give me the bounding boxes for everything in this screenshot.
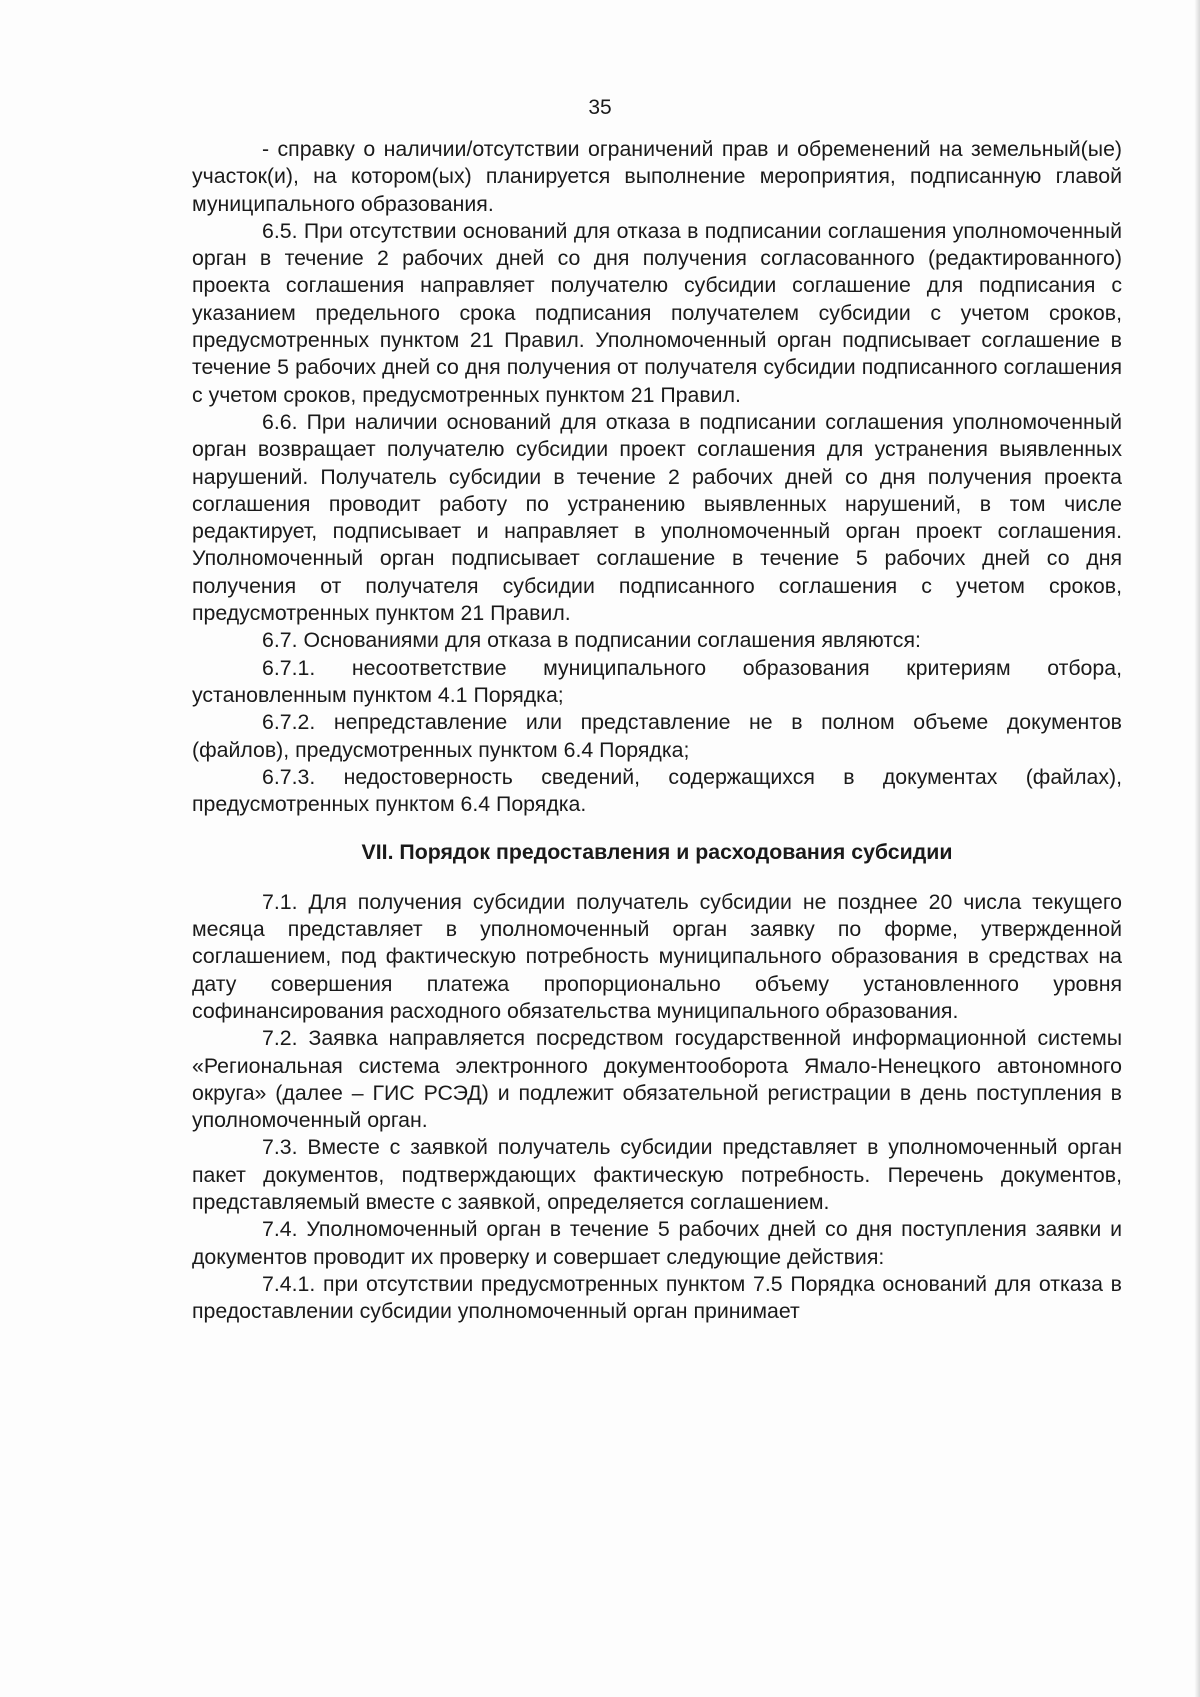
paragraph-7-1: 7.1. Для получения субсидии получатель субсидии не позднее 20 числа текущего месяца представляет в уполномоченный орган заявку по форме, утвержденной соглашением, под фактическую потребность муниципального образования в средствах на дату совершения платежа пропорционально объему установленного уровня софинансирования расходного обязательства муниципального образования. bbox=[192, 889, 1122, 1023]
page-number: 35 bbox=[588, 96, 612, 119]
paragraph-land-certificate: - справку о наличии/отсутствии ограничений прав и обременений на земельный(ые) участок(и), на котором(ых) планируется выполнение мероприятия, подписанную главой муниципального образования. bbox=[192, 137, 1122, 216]
document-body bbox=[192, 136, 1122, 1325]
section-heading: VII. Порядок предоставления и расходования субсидии bbox=[361, 840, 953, 865]
paragraph-7-4-1: 7.4.1. при отсутствии предусмотренных пунктом 7.5 Порядка оснований для отказа в предоставлении субсидии уполномоченный орган принимает bbox=[192, 1271, 1122, 1324]
paragraph-6-7: 6.7. Основаниями для отказа в подписании соглашения являются: bbox=[262, 628, 921, 653]
paragraph-6-5: 6.5. При отсутствии оснований для отказа в подписании соглашения уполномоченный орган в течение 2 рабочих дней со дня получения согласованного (редактированного) проекта соглашения направляет получателю субсидии соглашение для подписания с указанием предельного срока подписания получателем субсидии с учетом сроков, предусмотренных пунктом 21 Правил. Уполномоченный орган подписывает соглашение в течение 5 рабочих дней со дня получения от получателя субсидии подписанного соглашения с учетом сроков, предусмотренных пунктом 21 Правил. bbox=[192, 218, 1122, 407]
paragraph-6-7-2: 6.7.2. непредставление или представление не в полном объеме документов (файлов), предусмотренных пунктом 6.4 Порядка; bbox=[192, 710, 1122, 762]
paragraph-6-7-1: 6.7.1. несоответствие муниципального образования критериям отбора, установленным пунктом 4.1 Порядка; bbox=[192, 655, 1122, 707]
paragraph-7-2: 7.2. Заявка направляется посредством государственной информационной системы «Региональная система электронного документооборота Ямало-Ненецкого автономного округа» (далее – ГИС РСЭД) и подлежит обязательной регистрации в день поступления в уполномоченный орган. bbox=[192, 1026, 1122, 1133]
paragraph-7-4: 7.4. Уполномоченный орган в течение 5 рабочих дней со дня поступления заявки и документов проводит их проверку и совершает следующие действия: bbox=[192, 1217, 1122, 1269]
paragraph-7-3: 7.3. Вместе с заявкой получатель субсидии представляет в уполномоченный орган пакет документов, подтверждающих фактическую потребность. Перечень документов, представляемый вместе с заявкой, определяется соглашением. bbox=[192, 1135, 1122, 1214]
scan-edge-shadow bbox=[1194, 0, 1200, 1697]
paragraph-6-7-3: 6.7.3. недостоверность сведений, содержащихся в документах (файлах), предусмотренных пунктом 6.4 Порядка. bbox=[192, 764, 1122, 817]
paragraph-6-6: 6.6. При наличии оснований для отказа в подписании соглашения уполномоченный орган возвращает получателю субсидии проект соглашения для устранения выявленных нарушений. Получатель субсидии в течение 2 рабочих дней со дня получения проекта соглашения проводит работу по устранению выявленных нарушений, в том числе редактирует, подписывает и направляет в уполномоченный орган проект соглашения. Уполномоченный орган подписывает соглашение в течение 5 рабочих дней со дня получения от получателя субсидии подписанного соглашения с учетом сроков, предусмотренных пунктом 21 Правил. bbox=[192, 409, 1122, 626]
